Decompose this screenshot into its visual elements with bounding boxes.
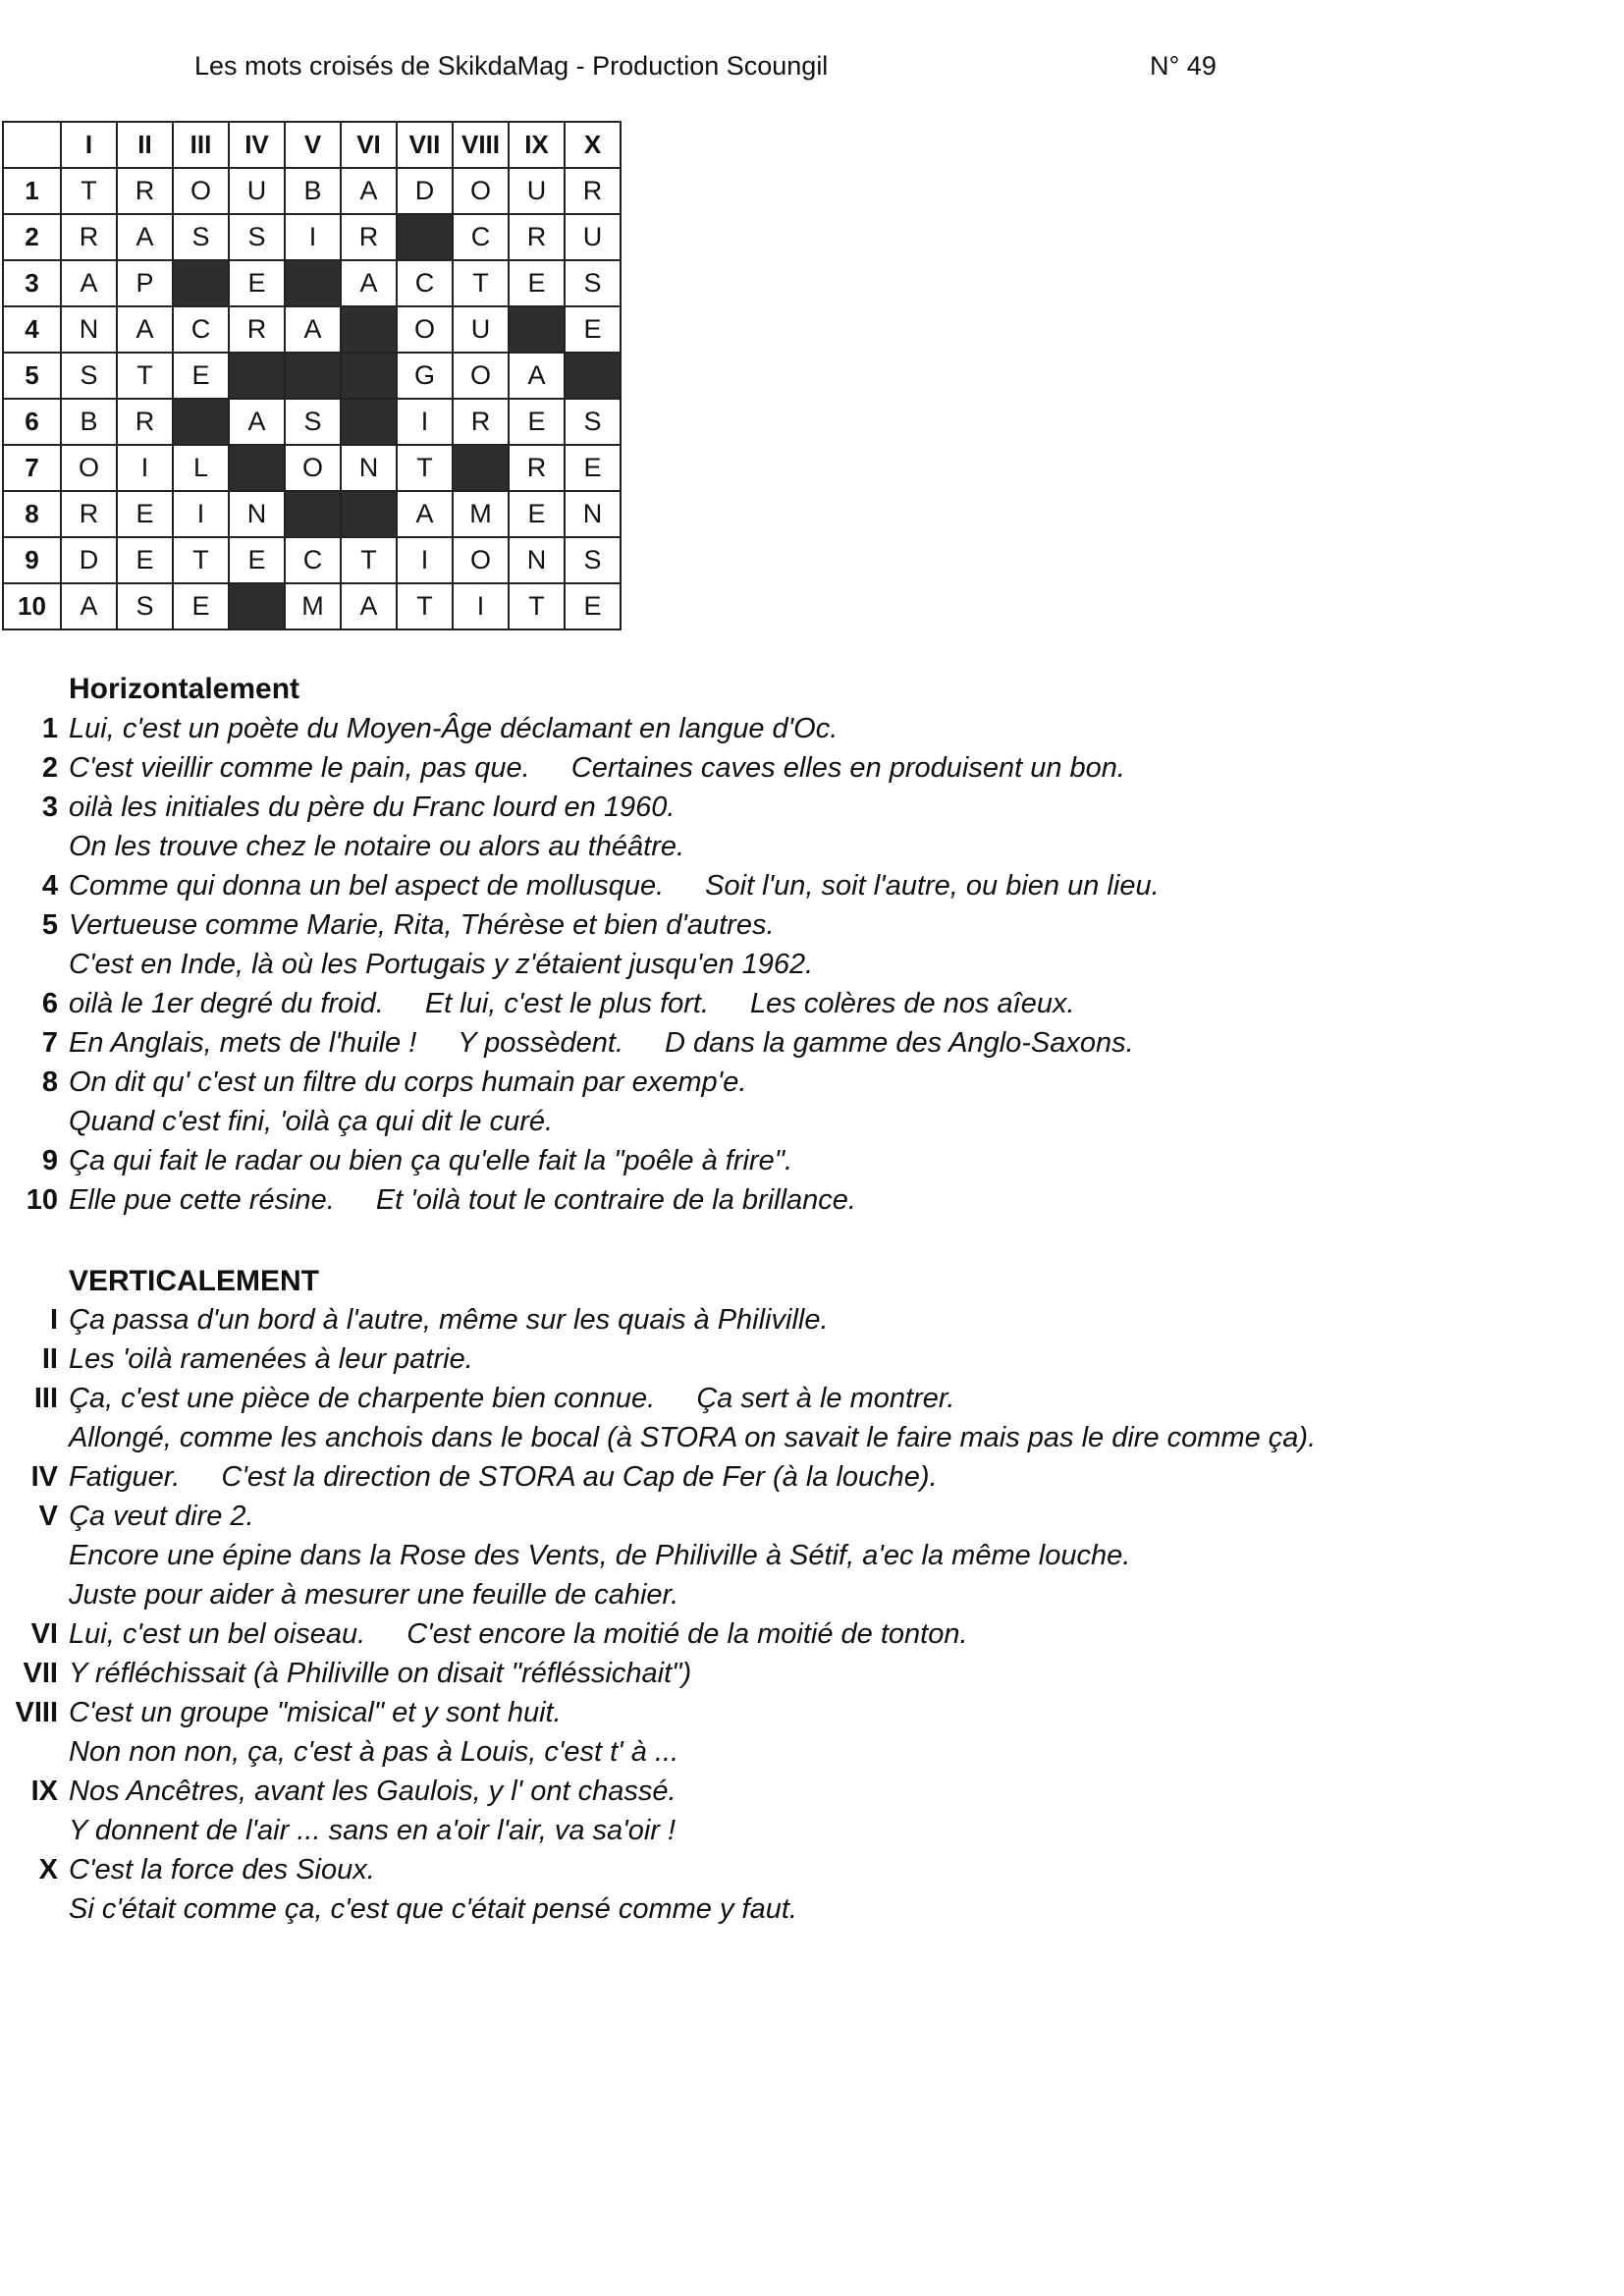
clue-part: C'est la direction de STORA au Cap de Fer (à la louche). — [221, 1461, 938, 1493]
letter-cell: O — [453, 537, 509, 583]
clue-line — [0, 909, 1624, 949]
grid-row — [3, 537, 621, 583]
clue-part: C'est encore la moitié de la moitié de tonton. — [406, 1618, 968, 1650]
grid-row — [3, 583, 621, 629]
clue-number: 2 — [41, 752, 58, 784]
letter-cell: E — [565, 445, 621, 491]
issue-number: N° 49 — [1150, 51, 1217, 81]
row-header: 9 — [3, 537, 61, 583]
letter-cell: T — [397, 445, 453, 491]
clue-line — [0, 1106, 1624, 1145]
clue-text — [69, 1304, 829, 1337]
clue-part: Ça veut dire 2. — [69, 1501, 254, 1532]
clue-part: Y réfléchissait (à Philiville on disait "réfléssichait") — [69, 1658, 692, 1689]
clue-text — [69, 909, 775, 942]
clue-number: 10 — [26, 1184, 58, 1216]
letter-cell: R — [509, 214, 565, 260]
clue-part: oilà le 1er degré du froid. — [69, 988, 384, 1019]
letter-cell: M — [285, 583, 341, 629]
letter-cell: U — [453, 306, 509, 353]
clue-text — [69, 792, 675, 824]
column-header: VIII — [453, 122, 509, 168]
row-header: 8 — [3, 491, 61, 537]
column-header: IX — [509, 122, 565, 168]
clue-line — [0, 831, 1624, 870]
clue-text — [69, 1027, 1134, 1060]
letter-cell: E — [509, 399, 565, 445]
vertical-heading: VERTICALEMENT — [69, 1265, 319, 1297]
clue-line — [0, 1461, 1624, 1501]
letter-cell: T — [173, 537, 229, 583]
letter-cell: M — [453, 491, 509, 537]
black-cell — [229, 583, 285, 629]
clue-text — [69, 1854, 375, 1886]
clue-part: Elle pue cette résine. — [69, 1184, 335, 1216]
letter-cell: A — [285, 306, 341, 353]
black-cell — [565, 353, 621, 399]
clue-part: Quand c'est fini, 'oilà ça qui dit le curé. — [69, 1106, 554, 1137]
clue-line — [0, 1540, 1624, 1579]
letter-cell: U — [229, 168, 285, 214]
clue-part: Certaines caves elles en produisent un bon. — [570, 752, 1125, 784]
crossword-grid — [2, 121, 622, 630]
clue-text — [69, 1697, 562, 1729]
letter-cell: T — [397, 583, 453, 629]
letter-cell: E — [173, 583, 229, 629]
column-header: VII — [397, 122, 453, 168]
column-header: VI — [341, 122, 397, 168]
grid-row — [3, 445, 621, 491]
letter-cell: C — [397, 260, 453, 306]
letter-cell: T — [509, 583, 565, 629]
letter-cell: E — [565, 306, 621, 353]
clue-line — [0, 870, 1624, 909]
letter-cell: T — [341, 537, 397, 583]
letter-cell: I — [397, 399, 453, 445]
grid-row — [3, 168, 621, 214]
column-header: III — [173, 122, 229, 168]
clue-text — [69, 988, 1075, 1020]
clue-line — [0, 1618, 1624, 1658]
letter-cell: P — [117, 260, 173, 306]
letter-cell: R — [117, 168, 173, 214]
row-header: 6 — [3, 399, 61, 445]
clue-text — [69, 713, 838, 745]
letter-cell: N — [341, 445, 397, 491]
clue-line — [0, 1184, 1624, 1224]
letter-cell: S — [229, 214, 285, 260]
row-header: 5 — [3, 353, 61, 399]
letter-cell: E — [173, 353, 229, 399]
clue-text — [69, 1343, 473, 1376]
letter-cell: S — [61, 353, 117, 399]
clue-text — [69, 752, 1125, 785]
clue-text — [69, 1540, 1130, 1572]
page-header-title: Les mots croisés de SkikdaMag - Production Scoungil — [194, 51, 829, 81]
clue-line — [0, 1501, 1624, 1540]
clue-text — [69, 1815, 676, 1847]
letter-cell: A — [61, 583, 117, 629]
clue-line — [0, 1343, 1624, 1383]
letter-cell: A — [341, 260, 397, 306]
black-cell — [285, 491, 341, 537]
clue-number: 8 — [41, 1066, 58, 1098]
letter-cell: I — [117, 445, 173, 491]
clue-number: VIII — [15, 1697, 58, 1728]
black-cell — [341, 399, 397, 445]
clue-line — [0, 713, 1624, 752]
clue-line — [0, 988, 1624, 1027]
row-header: 10 — [3, 583, 61, 629]
letter-cell: C — [173, 306, 229, 353]
letter-cell: I — [453, 583, 509, 629]
grid-row — [3, 491, 621, 537]
clue-line — [0, 1027, 1624, 1066]
black-cell — [285, 260, 341, 306]
clue-part: Ça passa d'un bord à l'autre, même sur les quais à Philiville. — [69, 1304, 829, 1336]
clue-number: 7 — [41, 1027, 58, 1059]
row-header: 3 — [3, 260, 61, 306]
clue-text — [69, 831, 684, 863]
clue-line — [0, 949, 1624, 988]
clue-part: Fatiguer. — [69, 1461, 181, 1493]
clue-part: oilà les initiales du père du Franc lourd en 1960. — [69, 792, 676, 823]
black-cell — [173, 260, 229, 306]
letter-cell: N — [565, 491, 621, 537]
grid-row — [3, 214, 621, 260]
black-cell — [509, 306, 565, 353]
clue-part: Soit l'un, soit l'autre, ou bien un lieu. — [705, 870, 1160, 902]
letter-cell: O — [453, 353, 509, 399]
row-header: 7 — [3, 445, 61, 491]
column-header: X — [565, 122, 621, 168]
letter-cell: I — [397, 537, 453, 583]
clue-number: 3 — [41, 792, 58, 823]
letter-cell: A — [229, 399, 285, 445]
clue-part: Lui, c'est un bel oiseau. — [69, 1618, 366, 1650]
clue-part: En Anglais, mets de l'huile ! — [69, 1027, 417, 1059]
black-cell — [285, 353, 341, 399]
letter-cell: A — [117, 214, 173, 260]
clue-text — [69, 1736, 678, 1769]
letter-cell: E — [509, 260, 565, 306]
clue-part: Encore une épine dans la Rose des Vents, de Philiville à Sétif, a'ec la même louche. — [69, 1540, 1131, 1571]
clue-part: C'est un groupe "misical" et y sont huit. — [69, 1697, 562, 1728]
letter-cell: I — [285, 214, 341, 260]
clue-number: 4 — [41, 870, 58, 902]
clue-number: V — [38, 1501, 58, 1532]
clue-part: C'est la force des Sioux. — [69, 1854, 375, 1886]
clue-text — [69, 1579, 678, 1612]
clue-part: Les 'oilà ramenées à leur patrie. — [69, 1343, 473, 1375]
clue-part: Lui, c'est un poète du Moyen-Âge déclamant en langue d'Oc. — [69, 713, 839, 744]
clue-part: D dans la gamme des Anglo-Saxons. — [665, 1027, 1134, 1059]
clue-part: Ça, c'est une pièce de charpente bien connue. — [69, 1383, 656, 1414]
clue-part: Ça sert à le montrer. — [696, 1383, 955, 1414]
clue-number: X — [38, 1854, 58, 1886]
letter-cell: S — [285, 399, 341, 445]
clue-text — [69, 870, 1160, 902]
letter-cell: A — [509, 353, 565, 399]
clue-part: Nos Ancêtres, avant les Gaulois, y l' ont chassé. — [69, 1776, 677, 1807]
letter-cell: T — [117, 353, 173, 399]
grid-row — [3, 399, 621, 445]
clue-part: Vertueuse comme Marie, Rita, Thérèse et bien d'autres. — [69, 909, 775, 941]
clue-line — [0, 1893, 1624, 1933]
clue-part: Et lui, c'est le plus fort. — [424, 988, 710, 1019]
clue-part: Y donnent de l'air ... sans en a'oir l'air, va sa'oir ! — [69, 1815, 677, 1846]
letter-cell: E — [229, 537, 285, 583]
clue-part: Les colères de nos aîeux. — [750, 988, 1075, 1019]
letter-cell: R — [341, 214, 397, 260]
clue-part: Et 'oilà tout le contraire de la brillance. — [375, 1184, 856, 1216]
clue-line — [0, 1145, 1624, 1184]
clue-text — [69, 1422, 1316, 1454]
letter-cell: D — [397, 168, 453, 214]
clue-text — [69, 1383, 954, 1415]
clue-part: C'est vieillir comme le pain, pas que. — [69, 752, 530, 784]
letter-cell: R — [453, 399, 509, 445]
clue-part: Si c'était comme ça, c'est que c'était pensé comme y faut. — [69, 1893, 797, 1925]
clue-line — [0, 1776, 1624, 1815]
letter-cell: N — [509, 537, 565, 583]
clue-number: II — [41, 1343, 58, 1375]
clue-line — [0, 1579, 1624, 1618]
black-cell — [341, 491, 397, 537]
black-cell — [173, 399, 229, 445]
letter-cell: O — [61, 445, 117, 491]
clue-part: Juste pour aider à mesurer une feuille de cahier. — [69, 1579, 679, 1611]
column-header: V — [285, 122, 341, 168]
row-header: 1 — [3, 168, 61, 214]
clue-text — [69, 1658, 691, 1690]
clue-line — [0, 1066, 1624, 1106]
letter-cell: E — [117, 491, 173, 537]
row-header: 2 — [3, 214, 61, 260]
letter-cell: R — [229, 306, 285, 353]
clue-number: 5 — [41, 909, 58, 941]
clue-number: VII — [23, 1658, 58, 1689]
letter-cell: R — [61, 214, 117, 260]
column-header: II — [117, 122, 173, 168]
clue-part: On dit qu' c'est un filtre du corps humain par exemp'e. — [69, 1066, 747, 1098]
clue-number: IV — [30, 1461, 58, 1493]
letter-cell: S — [117, 583, 173, 629]
clue-line — [0, 1854, 1624, 1893]
black-cell — [453, 445, 509, 491]
letter-cell: O — [285, 445, 341, 491]
clue-line — [0, 1697, 1624, 1736]
column-header: I — [61, 122, 117, 168]
clue-number: III — [33, 1383, 58, 1414]
black-cell — [341, 306, 397, 353]
clue-number: IX — [30, 1776, 58, 1807]
letter-cell: O — [173, 168, 229, 214]
clue-number: I — [49, 1304, 58, 1336]
letter-cell: R — [61, 491, 117, 537]
letter-cell: G — [397, 353, 453, 399]
letter-cell: E — [229, 260, 285, 306]
grid-row — [3, 260, 621, 306]
clue-number: VI — [30, 1618, 58, 1650]
clue-text — [69, 1618, 968, 1651]
clue-part: Y possèdent. — [458, 1027, 624, 1059]
letter-cell: T — [61, 168, 117, 214]
clue-line — [0, 1736, 1624, 1776]
clue-text — [69, 1066, 746, 1099]
letter-cell: U — [565, 214, 621, 260]
black-cell — [397, 214, 453, 260]
clue-part: Non non non, ça, c'est à pas à Louis, c'est t' à ... — [69, 1736, 679, 1768]
clue-line — [0, 1383, 1624, 1422]
letter-cell: L — [173, 445, 229, 491]
letter-cell: T — [453, 260, 509, 306]
letter-cell: B — [61, 399, 117, 445]
clue-text — [69, 1145, 792, 1177]
clue-line — [0, 1304, 1624, 1343]
clue-text — [69, 1776, 677, 1808]
letter-cell: E — [565, 583, 621, 629]
letter-cell: A — [341, 583, 397, 629]
clue-line — [0, 1422, 1624, 1461]
horizontal-clues — [0, 713, 1624, 1224]
horizontal-heading: Horizontalement — [69, 673, 300, 705]
black-cell — [229, 353, 285, 399]
clue-line — [0, 792, 1624, 831]
letter-cell: R — [565, 168, 621, 214]
vertical-clues — [0, 1304, 1624, 1933]
letter-cell: D — [61, 537, 117, 583]
letter-cell: R — [117, 399, 173, 445]
letter-cell: A — [61, 260, 117, 306]
letter-cell: N — [229, 491, 285, 537]
grid-row — [3, 306, 621, 353]
letter-cell: E — [117, 537, 173, 583]
letter-cell: U — [509, 168, 565, 214]
clue-line — [0, 752, 1624, 792]
black-cell — [229, 445, 285, 491]
letter-cell: S — [173, 214, 229, 260]
clue-part: C'est en Inde, là où les Portugais y z'étaient jusqu'en 1962. — [69, 949, 814, 980]
letter-cell: S — [565, 260, 621, 306]
clue-number: 9 — [41, 1145, 58, 1176]
letter-cell: R — [509, 445, 565, 491]
clue-text — [69, 1184, 856, 1217]
clue-text — [69, 949, 813, 981]
letter-cell: C — [453, 214, 509, 260]
grid-row — [3, 353, 621, 399]
clue-text — [69, 1893, 797, 1926]
clue-part: Ça qui fait le radar ou bien ça qu'elle fait la "poêle à frire". — [69, 1145, 793, 1176]
grid-corner — [3, 122, 61, 168]
clue-line — [0, 1658, 1624, 1697]
letter-cell: A — [397, 491, 453, 537]
letter-cell: S — [565, 537, 621, 583]
letter-cell: O — [397, 306, 453, 353]
letter-cell: S — [565, 399, 621, 445]
black-cell — [341, 353, 397, 399]
letter-cell: I — [173, 491, 229, 537]
letter-cell: O — [453, 168, 509, 214]
letter-cell: N — [61, 306, 117, 353]
row-header: 4 — [3, 306, 61, 353]
clue-part: Allongé, comme les anchois dans le bocal (à STORA on savait le faire mais pas le dire comme ça). — [69, 1422, 1317, 1453]
clue-line — [0, 1815, 1624, 1854]
letter-cell: A — [341, 168, 397, 214]
column-header: IV — [229, 122, 285, 168]
clue-text — [69, 1501, 254, 1533]
letter-cell: C — [285, 537, 341, 583]
letter-cell: A — [117, 306, 173, 353]
letter-cell: B — [285, 168, 341, 214]
letter-cell: E — [509, 491, 565, 537]
clue-part: Comme qui donna un bel aspect de mollusque. — [69, 870, 665, 902]
clue-number: 6 — [41, 988, 58, 1019]
clue-text — [69, 1461, 938, 1494]
clue-number: 1 — [41, 713, 58, 744]
clue-part: On les trouve chez le notaire ou alors au théâtre. — [69, 831, 685, 862]
clue-text — [69, 1106, 553, 1138]
